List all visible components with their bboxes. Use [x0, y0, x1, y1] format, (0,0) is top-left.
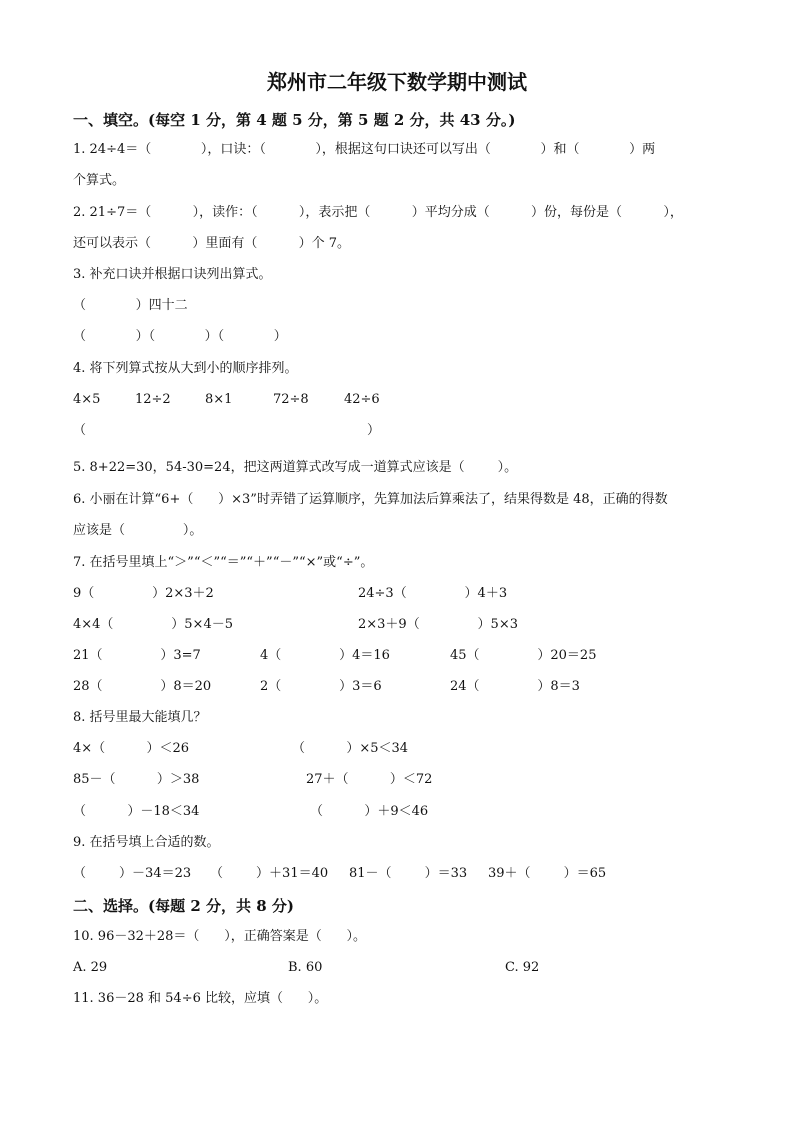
q7-item: 2×3＋9（ ）5×3 [358, 617, 518, 632]
q5-text: 5. 8+22=30，54-30=24，把这两道算式改写成一道算式应该是（ ）。 [73, 460, 518, 475]
q7-item: 4（ ）4＝16 [260, 648, 390, 663]
q4-item: 4×5 [73, 392, 101, 407]
q7-item: 2（ ）3＝6 [260, 679, 382, 694]
q9-item: 81－（ ）＝33 [349, 866, 468, 881]
q10-option-b: B. 60 [288, 960, 323, 975]
q7-item: 21（ ）3=7 [73, 648, 201, 663]
q3-line2: （ ）（ ）（ ） [73, 329, 287, 344]
q8-item: （ ）－18＜34 [73, 804, 200, 819]
q8-item: 85－（ ）＞38 [73, 772, 200, 787]
q2-line2: 还可以表示（ ）里面有（ ）个 7。 [73, 236, 351, 251]
q7-item: 9（ ）2×3＋2 [73, 586, 214, 601]
q11-text: 11. 36－28 和 54÷6 比较，应填（ ）。 [73, 991, 328, 1006]
q4-item: 72÷8 [273, 392, 309, 407]
q7-item: 45（ ）20＝25 [450, 648, 597, 663]
section2-heading: 二、选择。(每题 2 分，共 8 分) [73, 897, 294, 915]
q8-item: 4×（ ）＜26 [73, 741, 190, 756]
q7-item: 4×4（ ）5×4－5 [73, 617, 233, 632]
q9-item: （ ）＋31＝40 [210, 866, 329, 881]
q6-line1: 6. 小丽在计算“6+（ ）×3”时弄错了运算顺序，先算加法后算乘法了，结果得数是 48，正确的得数 [73, 492, 668, 507]
q4-item: 42÷6 [344, 392, 380, 407]
page-title: 郑州市二年级下数学期中测试 [267, 70, 527, 94]
q4-item: 8×1 [205, 392, 233, 407]
q8-item: （ ）＋9＜46 [310, 804, 429, 819]
q10-option-c: C. 92 [505, 960, 540, 975]
q9-text: 9. 在括号填上合适的数。 [73, 835, 220, 850]
q9-item: 39＋（ ）＝65 [488, 866, 607, 881]
q4-text: 4. 将下列算式按从大到小的顺序排列。 [73, 361, 298, 376]
q8-item: 27＋（ ）＜72 [306, 772, 433, 787]
q3-text: 3. 补充口诀并根据口诀列出算式。 [73, 267, 272, 282]
q7-item: 24（ ）8＝3 [450, 679, 580, 694]
q3-line1: （ ）四十二 [73, 298, 188, 313]
q1-line2: 个算式。 [73, 173, 126, 188]
q4-answer-blank: （ ） [73, 423, 380, 438]
q8-text: 8. 括号里最大能填几？ [73, 710, 207, 725]
q1-line1: 1. 24÷4＝（ ），口诀：（ ），根据这句口诀还可以写出（ ）和（ ）两 [73, 142, 656, 157]
q10-option-a: A. 29 [73, 960, 108, 975]
q2-line1: 2. 21÷7＝（ ），读作：（ ），表示把（ ）平均分成（ ）份，每份是（ ）， [73, 205, 683, 220]
q7-item: 28（ ）8＝20 [73, 679, 212, 694]
q10-text: 10. 96－32＋28＝（ ），正确答案是（ ）。 [73, 929, 367, 944]
q7-item: 24÷3（ ）4＋3 [358, 586, 508, 601]
q7-text: 7. 在括号里填上“＞”“＜”“＝”“＋”“－”“×”或“÷”。 [73, 555, 374, 570]
q9-item: （ ）－34＝23 [73, 866, 192, 881]
section1-heading: 一、填空。(每空 1 分，第 4 题 5 分，第 5 题 2 分，共 43 分。) [73, 111, 516, 129]
q8-item: （ ）×5＜34 [292, 741, 409, 756]
q4-item: 12÷2 [135, 392, 171, 407]
q6-line2: 应该是（ ）。 [73, 523, 203, 538]
